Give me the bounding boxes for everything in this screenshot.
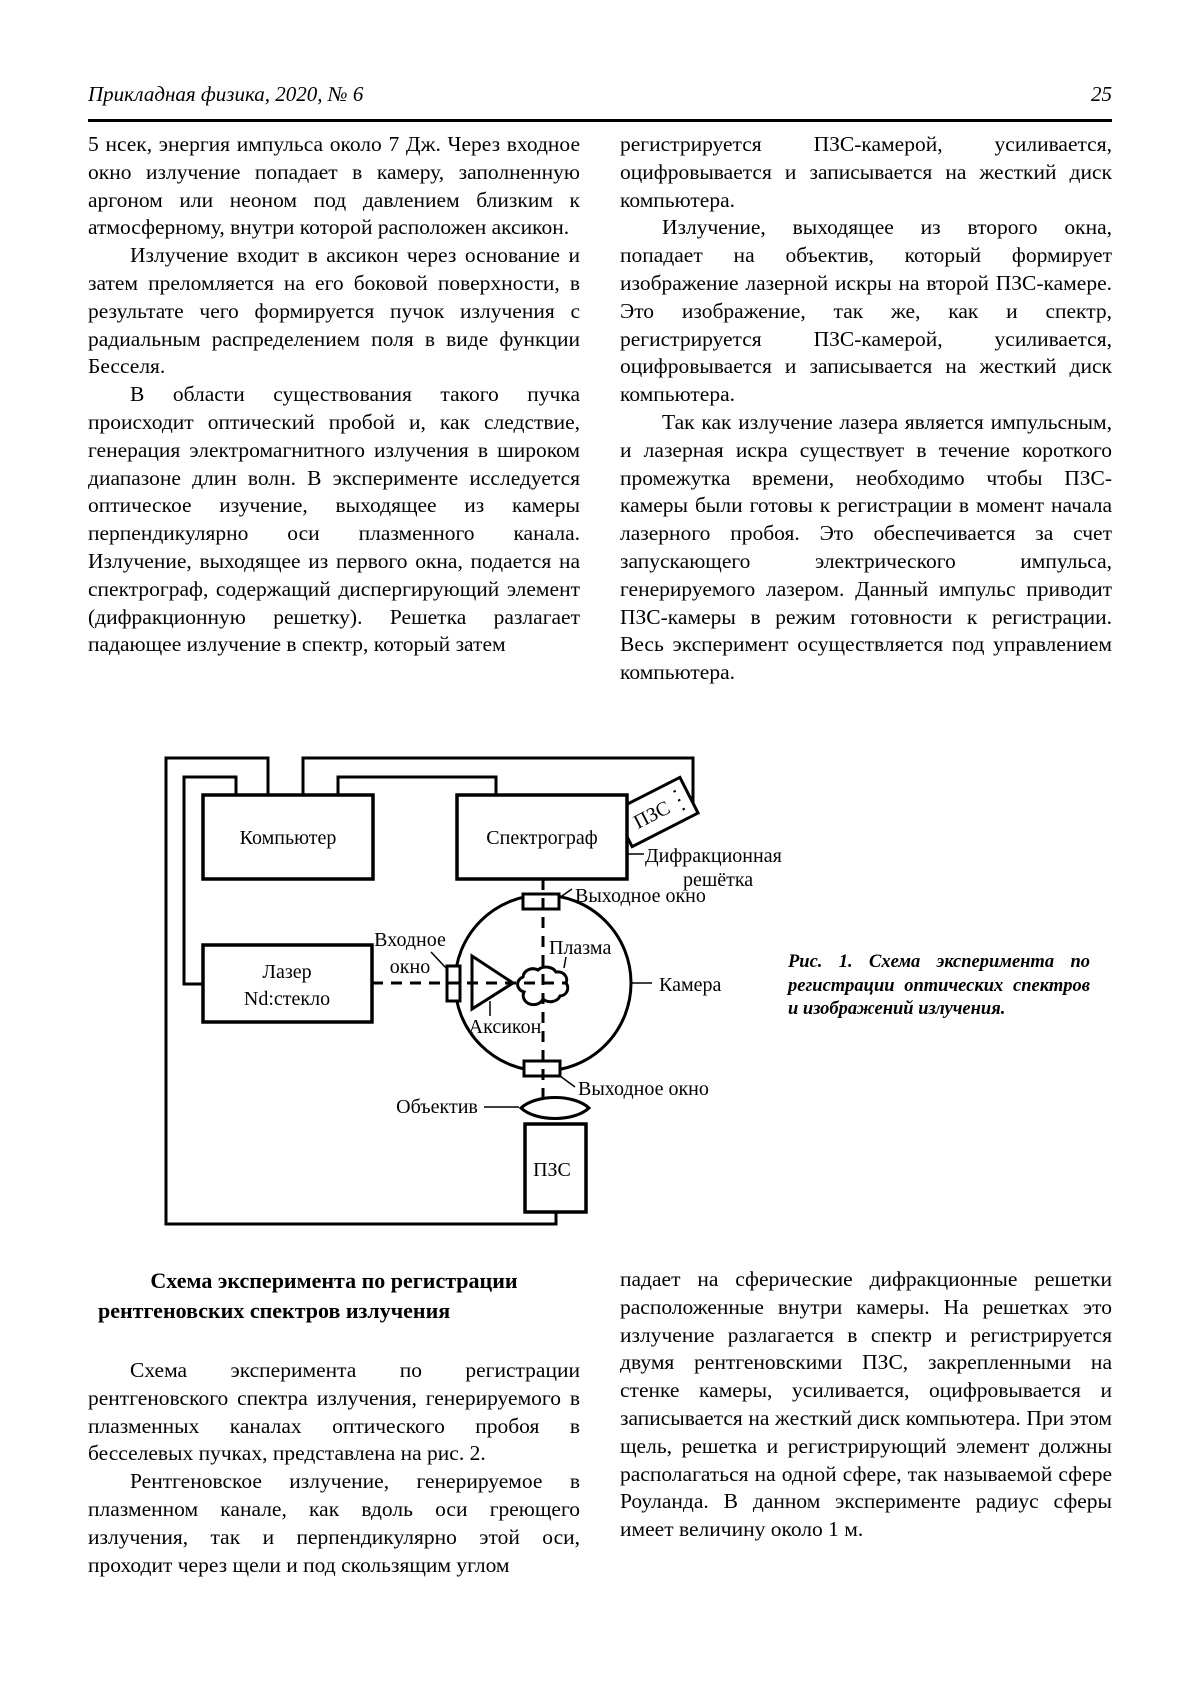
output-window-bottom-leader xyxy=(560,1076,575,1087)
computer-label: Компьютер xyxy=(239,827,337,849)
output-window-bottom-label: Выходное окно xyxy=(578,1078,709,1100)
laser-box xyxy=(203,945,372,1022)
laser-label-line1: Лазер xyxy=(262,961,312,983)
paragraph: Излучение, выходящее из второго окна, попадает на объектив, который формирует изображение лазерной искры на второй ПЗС-камере. Это изображение, так же, как и спектр, регистрируется ПЗС-камерой, усиливается, оцифровывается и записывается на жесткий диск компьютера. xyxy=(620,215,1112,407)
paragraph: Излучение входит в аксикон через основание и затем преломляется на его боковой поверхности, в результате чего формируется пучок излучения с радиальным распределением поля в виде функции Бесселя. xyxy=(88,243,580,379)
grating-label-line2: решётка xyxy=(683,869,754,891)
column-top-left xyxy=(88,131,580,659)
figure1-caption-label: Рис. 1. xyxy=(788,952,853,972)
ccd-bottom-label: ПЗС xyxy=(533,1159,571,1181)
paragraph: регистрируется ПЗС-камерой, усиливается, оцифровывается и записывается на жесткий диск компьютера. xyxy=(620,132,1112,212)
paragraph: Так как излучение лазера является импульсным, и лазерная искра существует в течение короткого промежутка времени, необходимо чтобы ПЗС-камеры были готовы к регистрации в момент начала лазерного пробоя. Это обеспечивается за счет запускающего электрического импульса, генерируемого лазером. Данный импульс приводит ПЗС-камеры в режим готовности к регистрации. Весь эксперимент осуществляется под управлением компьютера. xyxy=(620,409,1112,685)
header-divider xyxy=(88,119,1112,122)
column-top-right xyxy=(620,131,1112,687)
spectrograph-label: Спектрограф xyxy=(486,827,598,849)
column-bottom-left xyxy=(88,1266,580,1579)
wire-computer-to-spectrograph xyxy=(338,777,496,795)
paragraph: Схема эксперимента по регистрации рентгеновского спектра излучения, генерируемого в плазменных каналах оптического пробоя в бесселевых пучках, представлена на рис. 2. xyxy=(88,1358,580,1466)
grating-label-line1: Дифракционная xyxy=(645,845,782,867)
paragraph: падает на сферические дифракционные решетки расположенные внутри камеры. На решетках это излучение разлагается в спектр и регистрируется двумя рентгеновскими ПЗС, закрепленными на стенке камеры, усиливается, оцифровывается и записывается на жесткий диск компьютера. При этом щель, решетка и регистрирующий элемент должны располагаться на одной сфере, так называемой сфере Роуланда. В данном эксперименте радиус сферы имеет величину около 1 м. xyxy=(620,1267,1112,1542)
column-bottom-right xyxy=(620,1266,1112,1544)
lens-label: Объектив xyxy=(396,1096,478,1118)
input-window-label-line2: окно xyxy=(389,956,431,978)
paragraph: 5 нсек, энергия импульса около 7 Дж. Через входное окно излучение попадает в камеру, заполненную аргоном или неоном под давлением близким к атмосферному, внутри которой расположен аксикон. xyxy=(88,132,580,240)
figure1-caption-text: Схема эксперимента по регистрации оптических спектров и изображений излучения. xyxy=(788,952,1090,1020)
section-heading: Схема эксперимента по регистрации рентгеновских спектров излучения xyxy=(98,1268,518,1323)
chamber-label: Камера xyxy=(659,974,722,996)
input-window-label-line1: Входное xyxy=(374,929,446,951)
figure1-caption xyxy=(788,951,1090,1022)
objective-lens xyxy=(521,1098,589,1119)
journal-header: Прикладная физика, 2020, № 6 xyxy=(88,82,364,106)
paragraph: Рентгеновское излучение, генерируемое в плазменном канале, как вдоль оси греющего излучения, так и перпендикулярно этой оси, проходит через щели и под скользящим углом xyxy=(88,1469,580,1577)
plasma-label: Плазма xyxy=(549,937,612,959)
axicon-label: Аксикон xyxy=(468,1016,542,1038)
ccd-top-label: ПЗС xyxy=(630,796,674,834)
output-window-top xyxy=(523,894,559,909)
page-number: 25 xyxy=(1091,82,1112,106)
laser-label-line2: Nd:стекло xyxy=(243,988,331,1010)
output-window-top-label: Выходное окно xyxy=(575,885,706,907)
input-window-leader xyxy=(431,952,446,968)
paragraph: В области существования такого пучка происходит оптический пробой и, как следствие, генерация электромагнитного излучения в широком диапазоне длин волн. В эксперименте исследуется оптическое изучение, выходящее из камеры перпендикулярно оси плазменного канала. Излучение, выходящее из первого окна, подается на спектрограф, содержащий диспергирующий элемент (дифракционную решетку). Решетка разлагает падающее излучение в спектр, который затем xyxy=(88,382,580,657)
